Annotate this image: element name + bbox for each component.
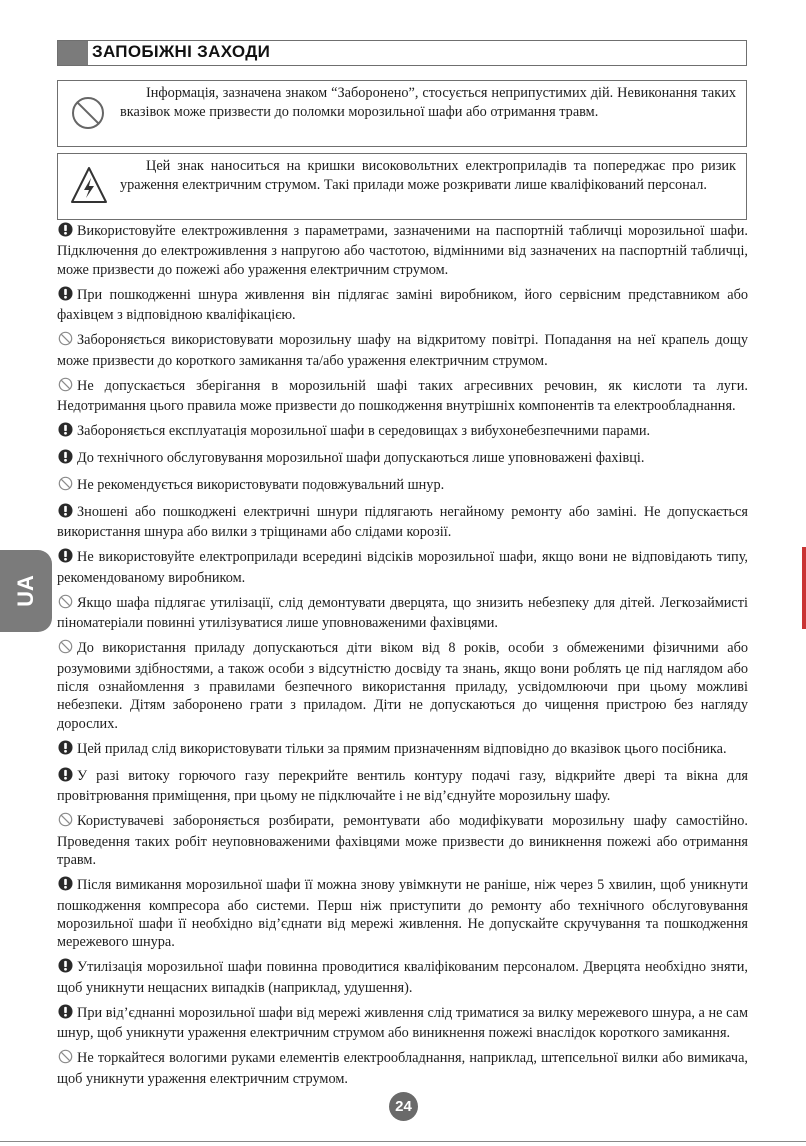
instruction-paragraph: [57, 377, 748, 416]
instruction-paragraph: [57, 548, 748, 587]
high-voltage-notice-text: Цей знак наноситься на кришки високовольтних електроприладів та попереджає про ризик ураження електричним струмом. Такі прилади може розкривати лише кваліфікований персонал.: [120, 158, 736, 193]
instruction-text: Користувачеві забороняється розбирати, ремонтувати або модифікувати морозильну шафу самостійно. Проведення таких робіт неуповноваженими фахівцями може призвести до виникнення пожежі або отримання травм.: [57, 813, 748, 869]
warning-icon: [58, 449, 73, 469]
warning-icon: [58, 740, 73, 760]
instruction-text: Забороняється експлуатація морозильної шафи в середовищах з вибухонебезпечними парами.: [77, 423, 651, 440]
instruction-text: Використовуйте електроживлення з параметрами, зазначеними на паспортній табличці морозильної шафи. Підключення до електроживлення з напругою або частотою, відмінними від зазначених на паспортній табличці, може призвести до пожежі або ураження електричним струмом.: [57, 223, 748, 278]
instruction-paragraph: [57, 449, 748, 469]
instruction-text: До технічного обслуговування морозильної шафи допускаються лише уповноважені фахівці.: [77, 450, 645, 467]
warning-icon: [58, 958, 73, 978]
safety-instructions: [57, 222, 748, 1095]
prohibited-icon: [58, 812, 73, 832]
warning-icon: [58, 876, 73, 896]
edge-marker: [802, 547, 806, 629]
section-header: [57, 40, 747, 66]
prohibited-icon: [58, 594, 73, 614]
instruction-paragraph: [57, 812, 748, 869]
prohibited-icon: [58, 331, 73, 351]
instruction-paragraph: [57, 476, 748, 496]
instruction-paragraph: [57, 740, 748, 760]
warning-icon: [58, 286, 73, 306]
instruction-text: До використання приладу допускаються діти віком від 8 років, особи з обмеженими фізичними або розумовими здібностями, а також особи з відсутністю досвіду та знань, якщо вони роблять це під наглядом або після ознайомлення з правилами безпечного використання приладу, усвідомлюючи при цьому можливі небезпеки. Дітям заборонено грати з приладом. Діти не допускаються до чищення пристрою без нагляду дорослих.: [57, 640, 748, 732]
high-voltage-notice: [57, 153, 747, 220]
page-number: 24: [389, 1092, 418, 1121]
instruction-paragraph: [57, 331, 748, 370]
prohibited-icon: [58, 377, 73, 397]
instruction-text: Цей прилад слід використовувати тільки за прямим призначенням відповідно до вказівок цього посібника.: [77, 740, 727, 757]
instruction-paragraph: [57, 767, 748, 806]
warning-icon: [58, 222, 73, 242]
instruction-paragraph: [57, 286, 748, 325]
high-voltage-icon: [70, 165, 108, 205]
instruction-text: Якщо шафа підлягає утилізації, слід демонтувати дверцята, що знизить небезпеку для дітей. Легкозаймисті піноматеріали повинні утилізуватися лише уповноваженими фахівцями.: [57, 594, 748, 632]
instruction-text: У разі витоку горючого газу перекрийте вентиль контуру подачі газу, відкрийте двері та вікна для провітрювання приміщення, при цьому не підключайте і не від’єднуйте морозильну шафу.: [57, 767, 748, 805]
page-title: ЗАПОБІЖНІ ЗАХОДИ: [92, 42, 271, 61]
warning-icon: [58, 1004, 73, 1024]
instruction-paragraph: [57, 639, 748, 733]
instruction-text: Не використовуйте електроприлади всередині відсіків морозильної шафи, якщо вони не відповідають типу, рекомендованому виробником.: [57, 549, 748, 586]
prohibited-icon: [58, 476, 73, 496]
instruction-paragraph: [57, 422, 748, 442]
instruction-text: Зношені або пошкоджені електричні шнури підлягають негайному ремонту або заміні. Не допускається використання шнура або вилки з тріщинами або слідами корозії.: [57, 504, 748, 541]
prohibited-sign-notice-text: Інформація, зазначена знаком “Заборонено”, стосується неприпустимих дій. Невиконання таких вказівок може призвести до поломки морозильної шафи або отримання травм.: [120, 85, 736, 120]
instruction-paragraph: [57, 1004, 748, 1043]
instruction-text: Не рекомендується використовувати подовжувальний шнур.: [77, 477, 445, 494]
instruction-paragraph: [57, 876, 748, 952]
prohibited-icon: [58, 639, 73, 659]
instruction-text: Утилізація морозильної шафи повинна проводитися кваліфікованим персоналом. Дверцята необхідно зняти, щоб уникнути нещасних випадків (наприклад, удушення).: [57, 959, 748, 996]
warning-icon: [58, 503, 73, 523]
prohibited-sign-notice: [57, 80, 747, 147]
instruction-paragraph: [57, 503, 748, 542]
language-tab: [0, 550, 52, 632]
prohibited-icon: [58, 1049, 73, 1069]
instruction-text: Не допускається зберігання в морозильній шафі таких агресивних речовин, як кислоти та луги. Недотримання цього правила може призвести до пошкодження внутрішніх компонентів та електрообладнання.: [57, 377, 748, 415]
warning-icon: [58, 422, 73, 442]
language-tab-label: UA: [13, 575, 38, 607]
instruction-paragraph: [57, 594, 748, 633]
instruction-text: Забороняється використовувати морозильну шафу на відкритому повітрі. Попадання на неї крапель дощу може призвести до короткого замикання та/або ураження електричним струмом.: [57, 332, 748, 369]
instruction-text: При пошкодженні шнура живлення він підлягає заміні виробником, його сервісним представником або фахівцем з відповідною кваліфікацією.: [57, 286, 748, 324]
prohibited-icon: [70, 95, 106, 131]
warning-icon: [58, 767, 73, 787]
instruction-text: Після вимикання морозильної шафи її можна знову увімкнути не раніше, ніж через 5 хвилин, щоб уникнути пошкодження компресора або системи. Перш ніж приступити до ремонту або технічного обслуговування морозильної шафи її необхідно від’єднати від мережі живлення. Не допускайте скручування та пошкодження мережевого шнура.: [57, 877, 748, 951]
instruction-text: При від’єднанні морозильної шафи від мережі живлення слід триматися за вилку мережевого шнура, а не сам шнур, щоб уникнути ураження електричним струмом або виникнення пожежі внаслідок короткого замикання.: [57, 1004, 748, 1042]
instruction-text: Не торкайтеся вологими руками елементів електрообладнання, наприклад, штепсельної вилки або вимикача, щоб уникнути ураження електричним струмом.: [57, 1050, 748, 1087]
instruction-paragraph: [57, 1049, 748, 1088]
bottom-rule: [0, 1141, 806, 1142]
instruction-paragraph: [57, 222, 748, 279]
instruction-paragraph: [57, 958, 748, 997]
header-accent-bar: [58, 41, 88, 65]
warning-icon: [58, 548, 73, 568]
